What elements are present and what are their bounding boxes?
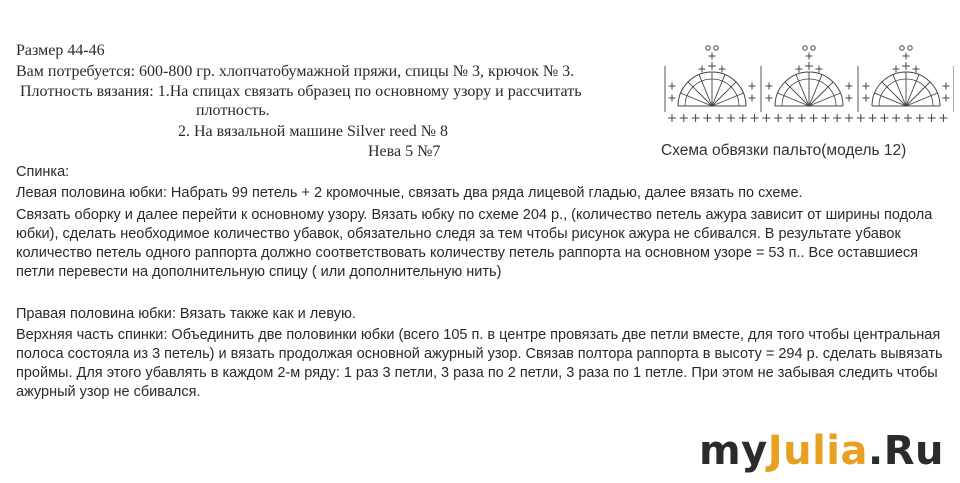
materials-line: Вам потребуется: 600-800 гр. хлопчатобумажной пряжи, спицы № 3, крючок № 3.	[16, 63, 575, 80]
logo-part-julia: Julia	[767, 428, 869, 474]
left-half-paragraph: Левая половина юбки: Набрать 99 петель + 2 кромочные, связать два ряда лицевой гладью, далее вязать по схеме.	[16, 185, 803, 201]
chart-caption: Схема обвязки пальто(модель 12)	[661, 142, 907, 159]
density-line-2: 2. На вязальной машине Silver reed № 8	[178, 123, 449, 140]
upper-back-paragraph: Верхняя часть спинки: Объединить две половинки юбки (всего 105 п. в центре провязать две петли вместе, для того чтобы центральная полоса состояла из 3 петель) и вязать продолжая основной ажурный узор. Связав полтора раппорта в высоту = 294 р. сделать вывязать проймы. Для этого убавлять в каждом 2-м ряду: 1 раз 3 петли, 3 раза по 2 петли, 3 раза по 1 петле. При этом не забывая следить чтобы ажурный узор не сбивался.	[16, 327, 943, 400]
back-title: Спинка:	[16, 164, 70, 180]
logo-part-my: my	[698, 428, 768, 474]
crochet-edging-chart-icon	[664, 26, 954, 130]
density-line-1: Плотность вязания: 1.На спицах связать образец по основному узору и рассчитать	[20, 83, 582, 100]
crochet-chart-graphic	[664, 26, 954, 130]
right-half-paragraph: Правая половина юбки: Вязать также как и левую.	[16, 306, 356, 322]
density-line-1b: плотность.	[196, 102, 270, 119]
logo-part-ru: .Ru	[868, 428, 944, 474]
ruffle-paragraph: Связать оборку и далее перейти к основному узору. Вязать юбку по схеме 204 р., (количество петель ажура зависит от ширины подола юбки), сделать необходимое количество убавок, обязательно следя за тем чтобы рисунок ажура не сбивался. В результате убавок количество петель одного раппорта должно соответствовать количеству петель раппорта на основном узоре = 53 п.. Все оставшиеся петли перевести на дополнительную спицу ( или дополнительную нить)	[16, 207, 933, 280]
size-line: Размер 44-46	[16, 42, 105, 59]
density-line-3: Нева 5 №7	[368, 143, 441, 160]
myjulia-logo	[699, 428, 944, 474]
